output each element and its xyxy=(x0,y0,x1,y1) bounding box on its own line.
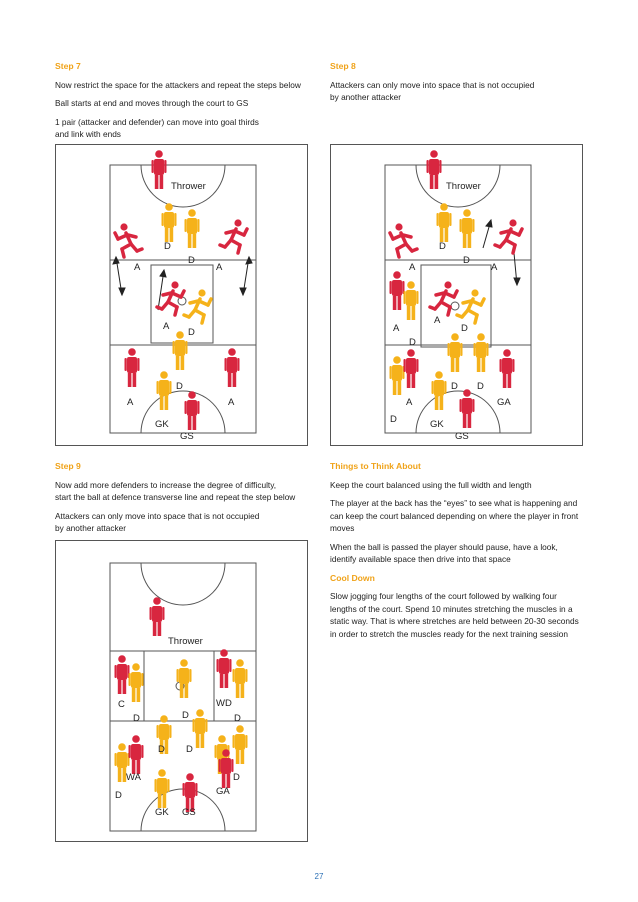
player-label: D xyxy=(451,381,458,392)
player-label: GS xyxy=(455,431,469,442)
defender-figure xyxy=(173,331,188,370)
step9-text xyxy=(55,460,320,535)
defender-figure xyxy=(437,203,452,242)
step7-line: Now restrict the space for the attackers and repeat the steps below xyxy=(55,79,301,90)
attacker-figure xyxy=(129,735,144,774)
attacker-figure xyxy=(390,271,405,310)
thrower-label: Thrower xyxy=(446,181,481,192)
step8-court-diagram xyxy=(330,144,583,446)
step9-line: Attackers can only move into space that is not occupied xyxy=(55,510,260,521)
defender-figure xyxy=(193,709,208,748)
attacker-figure xyxy=(115,655,130,694)
player-label: GK xyxy=(155,419,169,430)
player-label: D xyxy=(409,337,416,348)
defender-figure xyxy=(129,663,144,702)
player-label: WD xyxy=(216,698,232,709)
attacker-figure xyxy=(460,389,475,428)
attacker-figure xyxy=(217,649,232,688)
player-label: A xyxy=(228,397,235,408)
step7-line: 1 pair (attacker and defender) can move into goal thirds xyxy=(55,116,259,127)
step8-line: by another attacker xyxy=(330,92,402,102)
player-label: A xyxy=(491,262,498,273)
player-label: GK xyxy=(155,807,169,818)
things-paragraph: When the ball is passed the player should pause, have a look, identify available space then drive into that space xyxy=(330,541,558,564)
player-label: D xyxy=(164,241,171,252)
attacker-running-figure xyxy=(220,219,247,253)
step8-line: Attackers can only move into space that is not occupied xyxy=(330,79,535,90)
things-paragraph: Keep the court balanced using the full width and length xyxy=(330,479,532,490)
defender-figure xyxy=(155,769,170,808)
attacker-figure xyxy=(404,349,419,388)
player-label: A xyxy=(393,323,400,334)
player-label: D xyxy=(461,323,468,334)
step9-line: start the ball at defence transverse line and repeat the step below xyxy=(55,492,296,502)
defender-figure xyxy=(185,209,200,248)
attacker-running-figure xyxy=(495,219,522,253)
defender-figure xyxy=(448,333,463,372)
cooldown-text: Slow jogging four lengths of the court followed by walking four lengths of the court. Spend 10 minutes stretching the muscles in a static way. That is where stretches are held between 20-30 seconds in order to stretch the muscles ready for the next training session xyxy=(330,591,579,639)
player-label: C xyxy=(118,699,125,710)
attacker-running-figure xyxy=(115,223,142,257)
step7-text xyxy=(55,60,315,141)
attacker-figure xyxy=(150,597,165,636)
player-label: A xyxy=(434,315,441,326)
player-label: D xyxy=(477,381,484,392)
defender-figure xyxy=(233,725,248,764)
player-label: D xyxy=(390,414,397,425)
things-paragraph: The player at the back has the “eyes” to see what is happening and can keep the court balanced depending on where the player in front moves xyxy=(330,498,579,533)
player-label: D xyxy=(133,713,140,724)
step7-line: Ball starts at end and moves through the court to GS xyxy=(55,98,249,108)
step8-heading: Step 8 xyxy=(330,61,356,71)
step7-heading: Step 7 xyxy=(55,61,81,71)
defender-running-figure xyxy=(184,289,211,323)
attacker-figure xyxy=(152,150,167,189)
defender-figure xyxy=(233,659,248,698)
player-label: GA xyxy=(216,786,230,797)
player-label: A xyxy=(134,262,141,273)
player-label: GK xyxy=(430,419,444,430)
attacker-figure xyxy=(125,348,140,387)
step7-court-diagram xyxy=(55,144,308,446)
step9-line: Now add more defenders to increase the degree of difficulty, xyxy=(55,479,277,490)
player-label: GA xyxy=(497,397,511,408)
thrower-label: Thrower xyxy=(171,181,206,192)
attacker-figure xyxy=(185,391,200,430)
player-label: GS xyxy=(182,807,196,818)
player-label: A xyxy=(127,397,134,408)
defender-figure xyxy=(460,209,475,248)
player-label: D xyxy=(188,255,195,266)
defender-figure xyxy=(177,659,192,698)
defender-figure xyxy=(157,371,172,410)
attacker-figure xyxy=(427,150,442,189)
things-heading: Things to Think About xyxy=(330,461,421,471)
defender-figure xyxy=(404,281,419,320)
thrower-label: Thrower xyxy=(168,636,203,647)
attacker-figure xyxy=(225,348,240,387)
attacker-figure xyxy=(500,349,515,388)
player-label: D xyxy=(463,255,470,266)
defender-figure xyxy=(474,333,489,372)
tips-text xyxy=(330,460,585,646)
cooldown-heading: Cool Down xyxy=(330,572,375,583)
player-label: D xyxy=(115,790,122,801)
player-label: D xyxy=(188,327,195,338)
page-number: 27 xyxy=(314,872,324,881)
player-label: D xyxy=(233,772,240,783)
player-label: D xyxy=(182,710,189,721)
player-label: A xyxy=(163,321,170,332)
player-label: D xyxy=(186,744,193,755)
defender-figure xyxy=(432,371,447,410)
step8-text xyxy=(330,60,590,104)
player-label: D xyxy=(234,713,241,724)
player-label: D xyxy=(158,744,165,755)
player-label: D xyxy=(176,381,183,392)
player-label: A xyxy=(409,262,416,273)
step9-court-diagram xyxy=(55,540,308,842)
player-label: WA xyxy=(126,772,141,783)
attacker-running-figure xyxy=(390,223,417,257)
step9-line: by another attacker xyxy=(55,523,127,533)
defender-figure xyxy=(390,356,405,395)
player-label: A xyxy=(216,262,223,273)
player-label: GS xyxy=(180,431,194,442)
player-label: A xyxy=(406,397,413,408)
step7-line: and link with ends xyxy=(55,129,121,139)
defender-running-figure xyxy=(457,289,484,323)
step9-heading: Step 9 xyxy=(55,461,81,471)
player-label: D xyxy=(439,241,446,252)
defender-figure xyxy=(162,203,177,242)
